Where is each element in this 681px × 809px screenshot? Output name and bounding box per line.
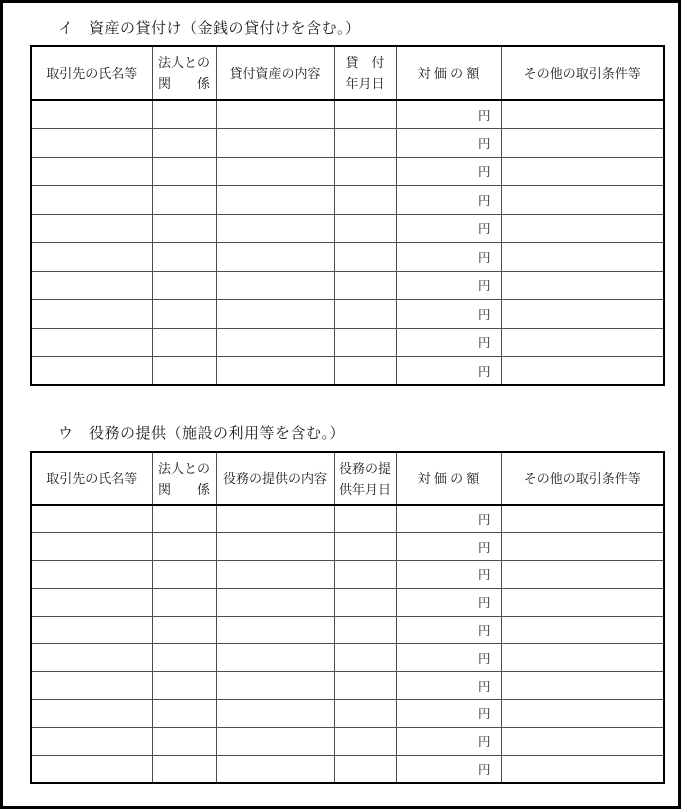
column-header-service-date: 役務の提 供年月日 <box>334 452 396 505</box>
column-header-service-content: 役務の提供の内容 <box>216 452 334 505</box>
partner-name-cell <box>31 271 152 300</box>
table-row <box>31 186 664 215</box>
relation-to-corporation-cell <box>152 700 216 728</box>
service-date-cell <box>334 727 396 755</box>
section-title-asset-lending: イ 資産の貸付け（金銭の貸付けを含む。） <box>58 21 361 37</box>
table-row <box>31 561 664 589</box>
service-content-cell <box>216 727 334 755</box>
lent-asset-content-cell <box>216 214 334 243</box>
lending-date-cell <box>334 328 396 357</box>
amount-cell: 円 <box>396 214 501 243</box>
table-row <box>31 328 664 357</box>
relation-to-corporation-cell <box>152 157 216 186</box>
relation-to-corporation-cell <box>152 271 216 300</box>
service-date-cell <box>334 700 396 728</box>
amount-cell: 円 <box>396 100 501 129</box>
relation-to-corporation-cell <box>152 588 216 616</box>
partner-name-cell <box>31 644 152 672</box>
service-date-cell <box>334 561 396 589</box>
service-content-cell <box>216 505 334 533</box>
amount-cell: 円 <box>396 616 501 644</box>
amount-cell: 円 <box>396 672 501 700</box>
service-date-cell <box>334 588 396 616</box>
lent-asset-content-cell <box>216 157 334 186</box>
service-content-cell <box>216 700 334 728</box>
partner-name-cell <box>31 129 152 158</box>
column-header-other-terms: その他の取引条件等 <box>501 46 664 100</box>
other-terms-cell <box>501 186 664 215</box>
partner-name-cell <box>31 755 152 783</box>
column-header-partner-name: 取引先の氏名等 <box>31 46 152 100</box>
other-terms-cell <box>501 533 664 561</box>
amount-cell: 円 <box>396 357 501 386</box>
other-terms-cell <box>501 505 664 533</box>
column-header-consideration-amount: 対 価 の 額 <box>396 452 501 505</box>
other-terms-cell <box>501 214 664 243</box>
other-terms-cell <box>501 727 664 755</box>
lent-asset-content-cell <box>216 357 334 386</box>
lent-asset-content-cell <box>216 271 334 300</box>
table-row <box>31 157 664 186</box>
service-content-cell <box>216 561 334 589</box>
header-row <box>31 452 664 505</box>
partner-name-cell <box>31 533 152 561</box>
other-terms-cell <box>501 644 664 672</box>
partner-name-cell <box>31 672 152 700</box>
lent-asset-content-cell <box>216 100 334 129</box>
lent-asset-content-cell <box>216 186 334 215</box>
other-terms-cell <box>501 588 664 616</box>
amount-cell: 円 <box>396 644 501 672</box>
amount-cell: 円 <box>396 755 501 783</box>
relation-to-corporation-cell <box>152 644 216 672</box>
service-content-cell <box>216 644 334 672</box>
partner-name-cell <box>31 588 152 616</box>
column-header-other-terms: その他の取引条件等 <box>501 452 664 505</box>
table-row <box>31 616 664 644</box>
other-terms-cell <box>501 100 664 129</box>
table-row <box>31 300 664 329</box>
column-header-lending-date: 貸 付 年月日 <box>334 46 396 100</box>
amount-cell: 円 <box>396 243 501 272</box>
partner-name-cell <box>31 243 152 272</box>
other-terms-cell <box>501 700 664 728</box>
partner-name-cell <box>31 300 152 329</box>
relation-to-corporation-cell <box>152 727 216 755</box>
relation-to-corporation-cell <box>152 186 216 215</box>
service-date-cell <box>334 755 396 783</box>
table-row <box>31 727 664 755</box>
lending-date-cell <box>334 100 396 129</box>
service-content-cell <box>216 533 334 561</box>
lending-date-cell <box>334 214 396 243</box>
relation-to-corporation-cell <box>152 672 216 700</box>
table-row <box>31 700 664 728</box>
service-content-cell <box>216 755 334 783</box>
other-terms-cell <box>501 271 664 300</box>
table-row <box>31 533 664 561</box>
table-row <box>31 100 664 129</box>
lent-asset-content-cell <box>216 243 334 272</box>
table-row <box>31 644 664 672</box>
relation-to-corporation-cell <box>152 243 216 272</box>
amount-cell: 円 <box>396 186 501 215</box>
service-date-cell <box>334 616 396 644</box>
section-title-service-provision: ウ 役務の提供（施設の利用等を含む。） <box>58 426 346 442</box>
amount-cell: 円 <box>396 588 501 616</box>
lending-date-cell <box>334 271 396 300</box>
table-row <box>31 588 664 616</box>
amount-cell: 円 <box>396 700 501 728</box>
relation-to-corporation-cell <box>152 300 216 329</box>
other-terms-cell <box>501 300 664 329</box>
table-row <box>31 357 664 386</box>
asset-lending-table <box>30 45 665 386</box>
lending-date-cell <box>334 243 396 272</box>
amount-cell: 円 <box>396 533 501 561</box>
relation-to-corporation-cell <box>152 100 216 129</box>
partner-name-cell <box>31 727 152 755</box>
column-header-consideration-amount: 対 価 の 額 <box>396 46 501 100</box>
header-row <box>31 46 664 100</box>
partner-name-cell <box>31 700 152 728</box>
partner-name-cell <box>31 100 152 129</box>
service-content-cell <box>216 588 334 616</box>
amount-cell: 円 <box>396 129 501 158</box>
amount-cell: 円 <box>396 505 501 533</box>
lent-asset-content-cell <box>216 129 334 158</box>
other-terms-cell <box>501 755 664 783</box>
relation-to-corporation-cell <box>152 616 216 644</box>
column-header-lent-asset-content: 貸付資産の内容 <box>216 46 334 100</box>
amount-cell: 円 <box>396 328 501 357</box>
other-terms-cell <box>501 616 664 644</box>
lending-date-cell <box>334 300 396 329</box>
other-terms-cell <box>501 328 664 357</box>
lending-date-cell <box>334 157 396 186</box>
amount-cell: 円 <box>396 300 501 329</box>
partner-name-cell <box>31 505 152 533</box>
service-date-cell <box>334 505 396 533</box>
column-header-relation-to-corporation: 法人との 関 係 <box>152 46 216 100</box>
table-row <box>31 129 664 158</box>
table-row <box>31 243 664 272</box>
table-row <box>31 505 664 533</box>
lending-date-cell <box>334 129 396 158</box>
relation-to-corporation-cell <box>152 357 216 386</box>
other-terms-cell <box>501 129 664 158</box>
column-header-relation-to-corporation: 法人との 関 係 <box>152 452 216 505</box>
column-header-partner-name: 取引先の氏名等 <box>31 452 152 505</box>
partner-name-cell <box>31 561 152 589</box>
other-terms-cell <box>501 672 664 700</box>
partner-name-cell <box>31 616 152 644</box>
amount-cell: 円 <box>396 561 501 589</box>
service-date-cell <box>334 672 396 700</box>
service-content-cell <box>216 672 334 700</box>
partner-name-cell <box>31 328 152 357</box>
relation-to-corporation-cell <box>152 505 216 533</box>
relation-to-corporation-cell <box>152 755 216 783</box>
lending-date-cell <box>334 357 396 386</box>
amount-cell: 円 <box>396 271 501 300</box>
partner-name-cell <box>31 357 152 386</box>
relation-to-corporation-cell <box>152 561 216 589</box>
table-row <box>31 672 664 700</box>
relation-to-corporation-cell <box>152 129 216 158</box>
table-row <box>31 755 664 783</box>
relation-to-corporation-cell <box>152 533 216 561</box>
service-date-cell <box>334 533 396 561</box>
table-row <box>31 214 664 243</box>
other-terms-cell <box>501 243 664 272</box>
relation-to-corporation-cell <box>152 214 216 243</box>
partner-name-cell <box>31 214 152 243</box>
partner-name-cell <box>31 186 152 215</box>
other-terms-cell <box>501 561 664 589</box>
service-provision-table <box>30 451 665 784</box>
lending-date-cell <box>334 186 396 215</box>
service-content-cell <box>216 616 334 644</box>
other-terms-cell <box>501 357 664 386</box>
service-date-cell <box>334 644 396 672</box>
table-row <box>31 271 664 300</box>
partner-name-cell <box>31 157 152 186</box>
amount-cell: 円 <box>396 157 501 186</box>
lent-asset-content-cell <box>216 300 334 329</box>
relation-to-corporation-cell <box>152 328 216 357</box>
lent-asset-content-cell <box>216 328 334 357</box>
amount-cell: 円 <box>396 727 501 755</box>
other-terms-cell <box>501 157 664 186</box>
